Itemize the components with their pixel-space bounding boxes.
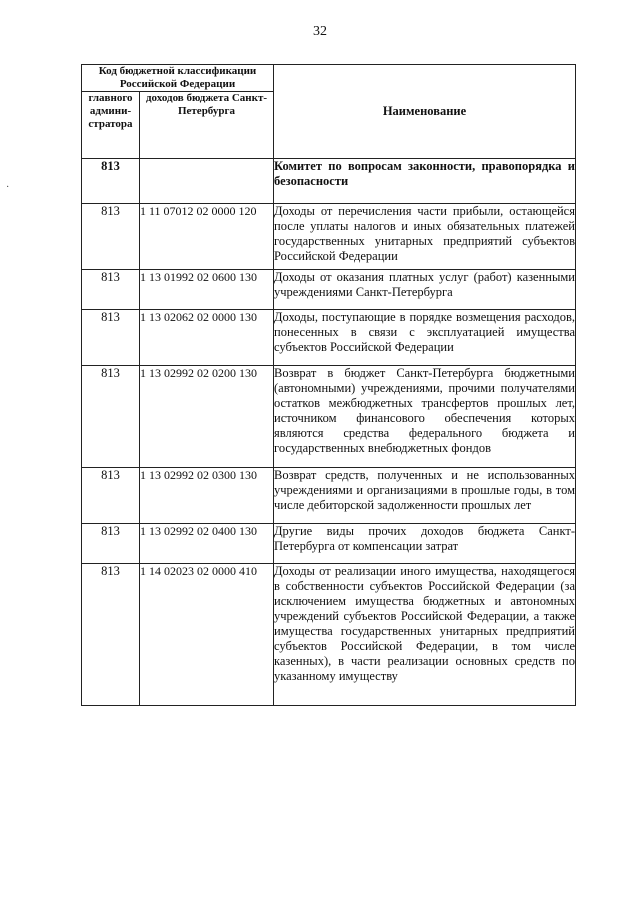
income-code-cell: 1 13 01992 02 0600 130: [140, 270, 274, 310]
table-row: [82, 524, 576, 564]
income-code-cell: [140, 159, 274, 204]
admin-code-cell: 813: [82, 159, 140, 204]
admin-code-cell: 813: [82, 270, 140, 310]
name-cell: Возврат средств, полученных и не использованных учреждениями и организациями в прошлые годы, в том числе дебиторской задолженности прошлых лет: [274, 468, 576, 524]
income-code-cell: 1 13 02992 02 0400 130: [140, 524, 274, 564]
admin-code-cell: 813: [82, 366, 140, 468]
name-cell: Комитет по вопросам законности, правопорядка и безопасности: [274, 159, 576, 204]
name-cell: Другие виды прочих доходов бюджета Санкт-Петербурга от компенсации затрат: [274, 524, 576, 564]
header-name: Наименование: [274, 65, 576, 159]
budget-classification-table: [81, 64, 576, 706]
table-row: [82, 564, 576, 706]
income-code-cell: 1 11 07012 02 0000 120: [140, 204, 274, 270]
admin-code-cell: 813: [82, 524, 140, 564]
name-cell: Доходы от реализации иного имущества, находящегося в собственности субъектов Российской Федерации (за исключением имущества бюджетных и автономных учреждений субъектов Российской Федерации, а также имущества государственных унитарных предприятий субъектов Российской Федерации, в том числе казенных), в части реализации основных средств по указанному имуществу: [274, 564, 576, 706]
table-row: [82, 468, 576, 524]
page-number: 32: [313, 24, 327, 39]
admin-code-cell: 813: [82, 204, 140, 270]
table-row: [82, 366, 576, 468]
income-code-cell: 1 13 02062 02 0000 130: [140, 310, 274, 366]
name-cell: Доходы, поступающие в порядке возмещения расходов, понесенных в связи с эксплуатацией имущества субъектов Российской Федерации: [274, 310, 576, 366]
header-admin: главного админи-стратора: [82, 92, 140, 159]
table-row: [82, 310, 576, 366]
name-cell: Возврат в бюджет Санкт-Петербурга бюджетными (автономными) учреждениями, прочими получателями остатков межбюджетных трансфертов прошлых лет, источником финансового обеспечения которых являются средства федерального бюджета и государственных внебюджетных фондов: [274, 366, 576, 468]
header-budget-code-group: Код бюджетной классификации Российской Федерации: [82, 65, 274, 92]
table-row: [82, 270, 576, 310]
income-code-cell: 1 13 02992 02 0300 130: [140, 468, 274, 524]
margin-mark: ·: [6, 182, 10, 193]
table-row: [82, 204, 576, 270]
table-row: [82, 159, 576, 204]
name-cell: Доходы от оказания платных услуг (работ) казенными учреждениями Санкт-Петербурга: [274, 270, 576, 310]
admin-code-cell: 813: [82, 310, 140, 366]
header-income-code: доходов бюджета Санкт-Петербурга: [140, 92, 274, 159]
income-code-cell: 1 14 02023 02 0000 410: [140, 564, 274, 706]
income-code-cell: 1 13 02992 02 0200 130: [140, 366, 274, 468]
name-cell: Доходы от перечисления части прибыли, остающейся после уплаты налогов и иных обязательных платежей государственных унитарных предприятий субъектов Российской Федерации: [274, 204, 576, 270]
admin-code-cell: 813: [82, 564, 140, 706]
admin-code-cell: 813: [82, 468, 140, 524]
